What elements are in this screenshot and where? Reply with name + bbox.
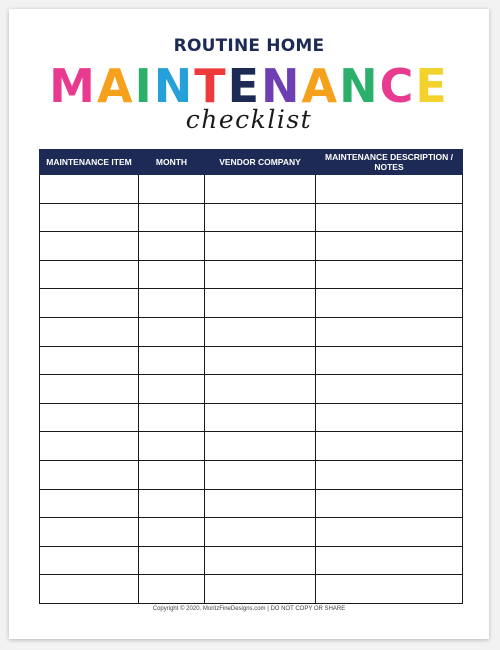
vendor-company-cell (205, 432, 316, 461)
maintenance-item-cell (40, 346, 139, 375)
vendor-company-cell (205, 260, 316, 289)
description-notes-cell (316, 518, 463, 547)
description-notes-cell (316, 289, 463, 318)
table-row (40, 175, 463, 204)
title-letter: N (261, 59, 302, 113)
vendor-company-cell (205, 460, 316, 489)
description-notes-cell (316, 546, 463, 575)
table-header-row (40, 150, 463, 175)
vendor-company-cell (205, 489, 316, 518)
maintenance-item-cell (40, 460, 139, 489)
table-row (40, 203, 463, 232)
description-notes-cell (316, 575, 463, 604)
title-letter: E (415, 59, 449, 113)
title-letter: N (153, 59, 195, 113)
checklist-sheet (9, 9, 489, 639)
vendor-company-cell (205, 403, 316, 432)
description-notes-cell (316, 317, 463, 346)
table-row (40, 346, 463, 375)
column-header-vendor-company: VENDOR COMPANY (205, 150, 316, 175)
vendor-company-cell (205, 518, 316, 547)
month-cell (139, 203, 205, 232)
maintenance-item-cell (40, 518, 139, 547)
maintenance-item-cell (40, 489, 139, 518)
month-cell (139, 518, 205, 547)
table-row (40, 575, 463, 604)
vendor-company-cell (205, 232, 316, 261)
month-cell (139, 289, 205, 318)
title-letter: E (227, 59, 262, 113)
table-row (40, 403, 463, 432)
month-cell (139, 232, 205, 261)
maintenance-item-cell (40, 289, 139, 318)
maintenance-table (39, 149, 463, 604)
description-notes-cell (316, 375, 463, 404)
month-cell (139, 546, 205, 575)
vendor-company-cell (205, 317, 316, 346)
month-cell (139, 489, 205, 518)
table-row (40, 260, 463, 289)
description-notes-cell (316, 489, 463, 518)
vendor-company-cell (205, 175, 316, 204)
month-cell (139, 403, 205, 432)
title-letter: I (134, 59, 154, 113)
title-letter: A (96, 59, 135, 113)
column-header-maintenance-item: MAINTENANCE ITEM (40, 150, 139, 175)
table-row (40, 546, 463, 575)
title-letter: C (379, 59, 416, 113)
month-cell (139, 375, 205, 404)
copyright-footer: Copyright © 2020. MoritzFineDesigns.com | DO NOT COPY OR SHARE (152, 606, 346, 612)
table-row (40, 289, 463, 318)
title-letter: A (301, 59, 340, 113)
month-cell (139, 575, 205, 604)
maintenance-item-cell (40, 317, 139, 346)
table-row (40, 375, 463, 404)
maintenance-item-cell (40, 232, 139, 261)
title-routine-home: ROUTINE HOME (173, 36, 325, 56)
description-notes-cell (316, 175, 463, 204)
description-notes-cell (316, 346, 463, 375)
month-cell (139, 317, 205, 346)
description-notes-cell (316, 203, 463, 232)
title-checklist: checklist (185, 105, 313, 134)
vendor-company-cell (205, 546, 316, 575)
maintenance-item-cell (40, 546, 139, 575)
table-row (40, 432, 463, 461)
title-letter: N (339, 59, 380, 113)
maintenance-item-cell (40, 403, 139, 432)
table-row (40, 232, 463, 261)
column-header-month: MONTH (139, 150, 205, 175)
month-cell (139, 460, 205, 489)
description-notes-cell (316, 432, 463, 461)
title-letter: M (49, 59, 97, 113)
maintenance-item-cell (40, 575, 139, 604)
vendor-company-cell (205, 289, 316, 318)
column-header-description-notes: MAINTENANCE DESCRIPTION / NOTES (316, 150, 463, 175)
table-row (40, 460, 463, 489)
description-notes-cell (316, 260, 463, 289)
month-cell (139, 175, 205, 204)
table-row (40, 489, 463, 518)
description-notes-cell (316, 232, 463, 261)
description-notes-cell (316, 403, 463, 432)
vendor-company-cell (205, 203, 316, 232)
vendor-company-cell (205, 575, 316, 604)
maintenance-item-cell (40, 175, 139, 204)
table-row (40, 317, 463, 346)
title-letter: T (194, 59, 228, 113)
maintenance-item-cell (40, 432, 139, 461)
description-notes-cell (316, 460, 463, 489)
maintenance-item-cell (40, 260, 139, 289)
maintenance-item-cell (40, 203, 139, 232)
month-cell (139, 432, 205, 461)
month-cell (139, 260, 205, 289)
month-cell (139, 346, 205, 375)
table-row (40, 518, 463, 547)
vendor-company-cell (205, 375, 316, 404)
vendor-company-cell (205, 346, 316, 375)
maintenance-item-cell (40, 375, 139, 404)
